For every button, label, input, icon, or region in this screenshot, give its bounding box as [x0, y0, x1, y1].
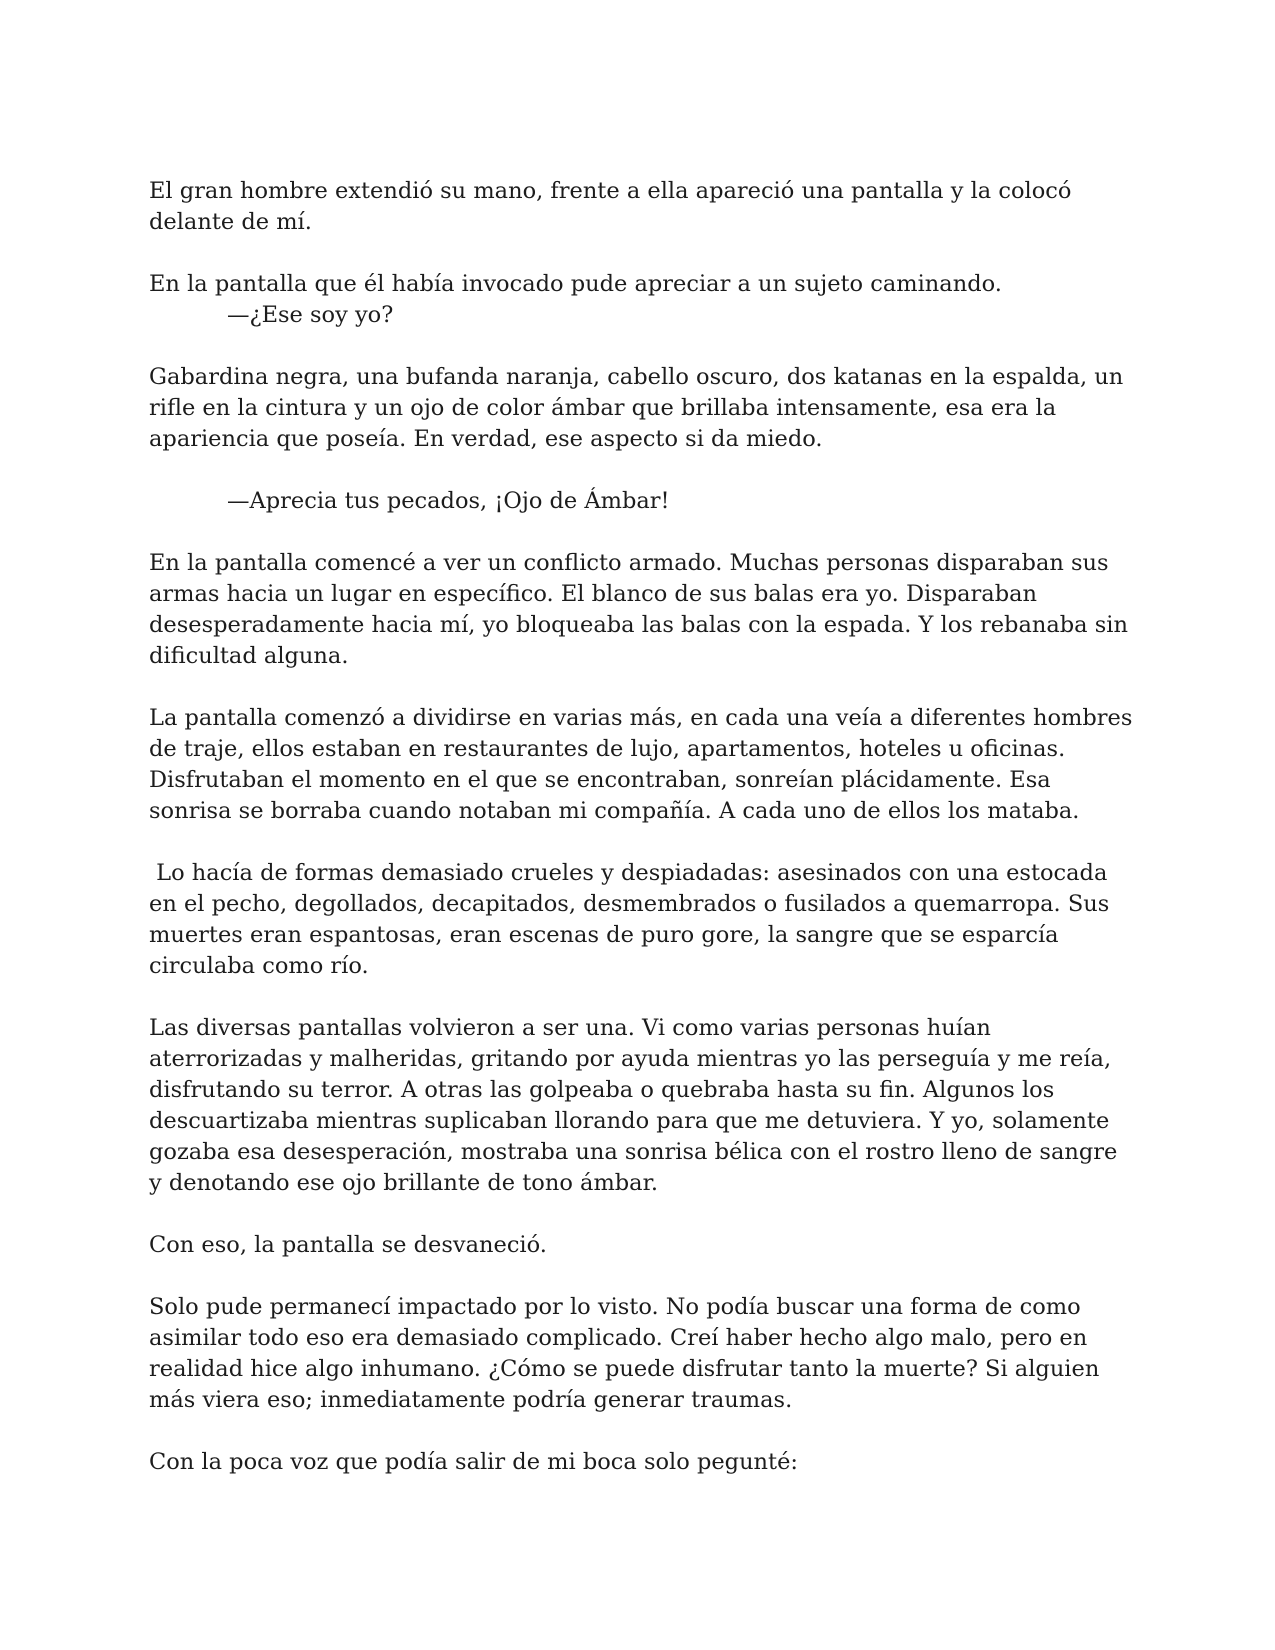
paragraph: Las diversas pantallas volvieron a ser una. Vi como varias personas huían aterrorizadas y malheridas, gritando por ayuda mientras yo las perseguía y me reía, disfrutando su terror. A otras las golpeaba o quebraba hasta su fin. Algunos los descuartizaba mientras suplicaban llorando para que me detuviera. Y yo, solamente gozaba esa desesperación, mostraba una sonrisa bélica con el rostro lleno de sangre y denotando ese ojo brillante de tono ámbar. [149, 1015, 1118, 1196]
paragraph: Con eso, la pantalla se desvaneció. [149, 1232, 547, 1258]
paragraph: En la pantalla que él había invocado pude apreciar a un sujeto caminando. [149, 271, 1002, 297]
paragraph: Lo hacía de formas demasiado crueles y despiadadas: asesinados con una estocada en el pecho, degollados, decapitados, desmembrados o fusilados a quemarropa. Sus muertes eran espantosas, eran escenas de puro gore, la sangre que se esparcía circulaba como río. [149, 860, 1117, 979]
paragraph: La pantalla comenzó a dividirse en varias más, en cada una veía a diferentes hombres de traje, ellos estaban en restaurantes de lujo, apartamentos, hoteles u oficinas. Disfrutaban el momento en el que se encontraban, sonreían plácidamente. Esa sonrisa se borraba cuando notaban mi compañía. A cada uno de ellos los mataba. [149, 705, 1133, 824]
paragraph: Gabardina negra, una bufanda naranja, cabello oscuro, dos katanas en la espalda, un rifle en la cintura y un ojo de color ámbar que brillaba intensamente, esa era la apariencia que poseía. En verdad, ese aspecto si da miedo. [149, 364, 1124, 452]
dialogue-line: —¿Ese soy yo? [227, 302, 394, 328]
document-body [149, 176, 1134, 1478]
paragraph: El gran hombre extendió su mano, frente a ella apareció una pantalla y la colocó delante de mí. [149, 178, 1072, 235]
paragraph: Con la poca voz que podía salir de mi boca solo pegunté: [149, 1449, 798, 1475]
paragraph: En la pantalla comencé a ver un conflicto armado. Muchas personas disparaban sus armas hacia un lugar en específico. El blanco de sus balas era yo. Disparaban desesperadamente hacia mí, yo bloqueaba las balas con la espada. Y los rebanaba sin dificultad alguna. [149, 550, 1128, 669]
paragraph: Solo pude permanecí impactado por lo visto. No podía buscar una forma de como asimilar todo eso era demasiado complicado. Creí haber hecho algo malo, pero en realidad hice algo inhumano. ¿Cómo se puede disfrutar tanto la muerte? Si alguien más viera eso; inmediatamente podría generar traumas. [149, 1294, 1100, 1413]
dialogue-line: —Aprecia tus pecados, ¡Ojo de Ámbar! [227, 488, 670, 514]
